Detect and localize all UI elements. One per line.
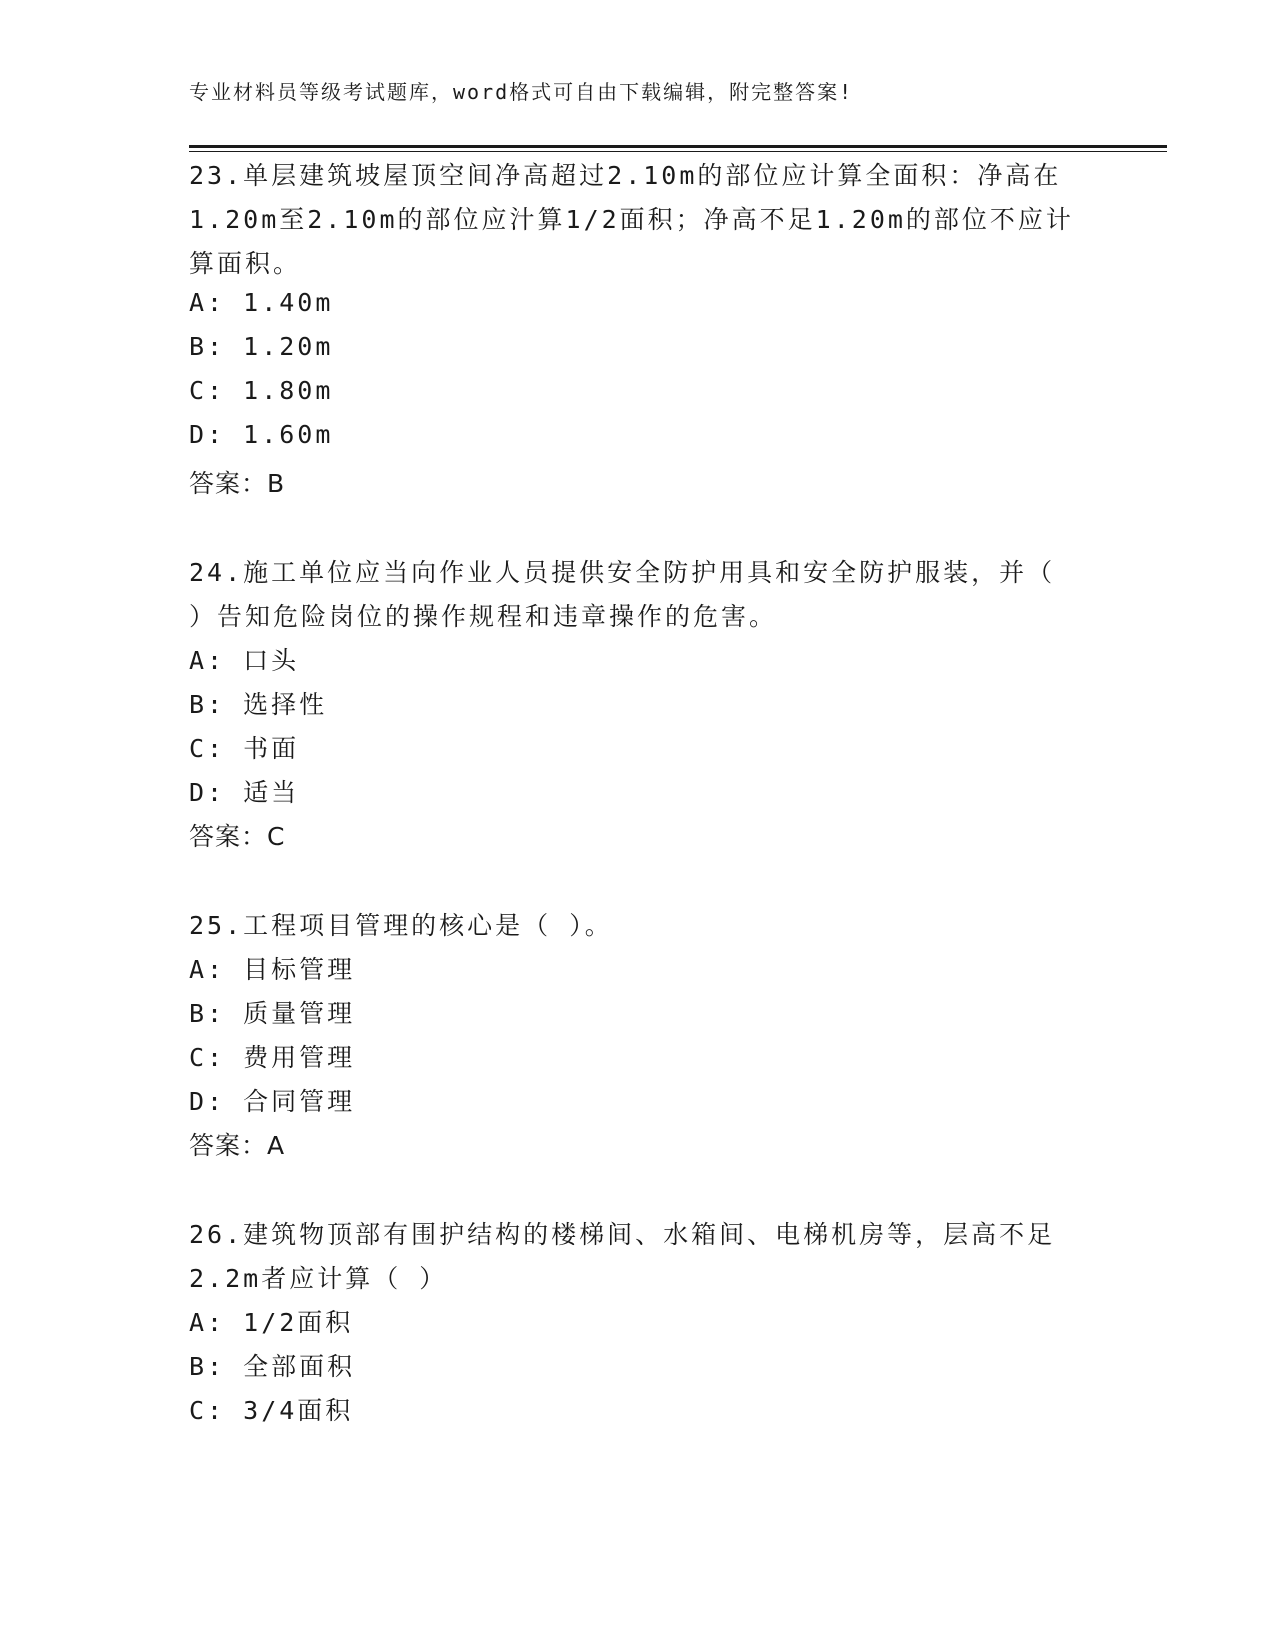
header-rule-thin [189, 151, 1167, 152]
option-a: A: 1/2面积 [189, 1308, 354, 1337]
option-a: A: 目标管理 [189, 955, 356, 984]
document-header: 专业材料员等级考试题库，word格式可自由下载编辑，附完整答案! [189, 80, 854, 104]
question-stem-line: 23.单层建筑坡屋顶空间净高超过2.10m的部位应计算全面积：净高在 [189, 161, 1062, 190]
question-stem-line: 26.建筑物顶部有围护结构的楼梯间、水箱间、电梯机房等，层高不足 [189, 1220, 1056, 1249]
answer: 答案：B [189, 469, 286, 498]
answer: 答案：C [189, 822, 286, 851]
option-b: B: 1.20m [189, 332, 334, 361]
question-stem-line: 算面积。 [189, 249, 302, 278]
option-a: A: 1.40m [189, 288, 334, 317]
option-c: C: 费用管理 [189, 1043, 356, 1072]
answer: 答案：A [189, 1131, 286, 1160]
option-d: D: 1.60m [189, 420, 334, 449]
option-c: C: 3/4面积 [189, 1396, 354, 1425]
question-stem-line: 2.2m者应计算（ ） [189, 1264, 448, 1293]
option-c: C: 书面 [189, 734, 300, 763]
question-stem-line: 1.20m至2.10m的部位应汁算1/2面积；净高不足1.20m的部位不应计 [189, 205, 1074, 234]
option-b: B: 选择性 [189, 690, 328, 719]
option-c: C: 1.80m [189, 376, 334, 405]
option-b: B: 质量管理 [189, 999, 356, 1028]
option-d: D: 适当 [189, 778, 300, 807]
option-d: D: 合同管理 [189, 1087, 356, 1116]
option-a: A: 口头 [189, 646, 300, 675]
question-stem-line: 24.施工单位应当向作业人员提供安全防护用具和安全防护服装，并（ [189, 558, 1056, 587]
option-b: B: 全部面积 [189, 1352, 356, 1381]
header-rule-thick [189, 145, 1167, 148]
question-stem-line: 25.工程项目管理的核心是（ ）。 [189, 911, 613, 940]
question-stem-line: ）告知危险岗位的操作规程和违章操作的危害。 [189, 602, 778, 631]
